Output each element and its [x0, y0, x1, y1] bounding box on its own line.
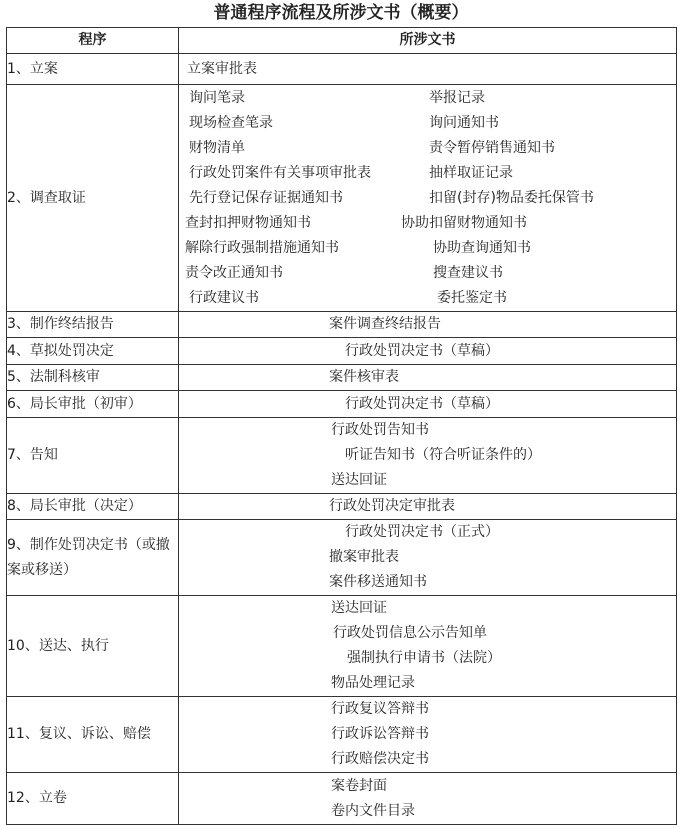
document-item: 行政处罚决定书（草稿） [345, 395, 499, 412]
documents-column-header: 所涉文书 [179, 28, 677, 54]
documents-cell [179, 520, 677, 596]
document-item: 抽样取证记录 [429, 164, 513, 181]
table-row [7, 520, 677, 596]
document-item: 送达回证 [331, 600, 387, 616]
document-item: 协助查询通知书 [433, 239, 531, 256]
documents-cell [179, 54, 677, 85]
table-row [7, 85, 677, 312]
table-row [7, 596, 677, 697]
document-item: 强制执行申请书（法院） [347, 650, 501, 666]
document-item: 行政复议答辩书 [331, 701, 429, 717]
document-item: 现场检查笔录 [189, 114, 273, 131]
table-row [7, 54, 677, 85]
table-row [7, 312, 677, 338]
stage-cell: 3、制作终结报告 [7, 312, 179, 338]
table-row [7, 418, 677, 494]
document-item: 询问笔录 [189, 89, 245, 106]
stage-cell: 8、局长审批（决定） [7, 494, 179, 520]
documents-cell [179, 697, 677, 773]
table-header-row [7, 28, 677, 54]
document-item: 行政处罚信息公示告知单 [333, 625, 487, 641]
document-item: 听证告知书（符合听证条件的） [345, 447, 541, 463]
procedure-table [6, 27, 677, 825]
document-item: 案件调查终结报告 [329, 316, 441, 332]
documents-cell [179, 494, 677, 520]
document-item: 送达回证 [331, 472, 387, 488]
document-item: 行政处罚告知书 [331, 422, 429, 438]
documents-cell [179, 391, 677, 418]
document-title: 普通程序流程及所涉文书（概要） [213, 3, 469, 23]
documents-cell [179, 338, 677, 365]
procedure-column-header: 程序 [7, 28, 179, 54]
document-item: 解除行政强制措施通知书 [185, 239, 339, 256]
documents-cell [179, 773, 677, 825]
document-item: 案件移送通知书 [329, 574, 427, 590]
document-item: 扣留(封存)物品委托保管书 [429, 189, 594, 206]
document-item: 询问通知书 [429, 114, 499, 131]
stage-cell: 1、立案 [7, 54, 179, 85]
documents-cell [179, 85, 677, 312]
document-item: 搜查建议书 [433, 264, 503, 281]
stage-cell: 2、调查取证 [7, 85, 179, 312]
table-row [7, 365, 677, 391]
document-item: 行政诉讼答辩书 [331, 726, 429, 742]
document-item: 财物清单 [189, 139, 245, 156]
stage-cell: 7、告知 [7, 418, 179, 494]
document-item: 立案审批表 [187, 60, 257, 77]
document-item: 举报记录 [429, 89, 485, 106]
stage-cell: 9、制作处罚决定书（或撤案或移送） [7, 520, 179, 596]
document-item: 查封扣押财物通知书 [185, 214, 311, 231]
document-item: 物品处理记录 [331, 675, 415, 691]
document-item: 责令暂停销售通知书 [429, 139, 555, 156]
document-item: 行政处罚决定审批表 [329, 498, 455, 514]
table-row [7, 338, 677, 365]
stage-cell: 5、法制科核审 [7, 365, 179, 391]
document-item: 协助扣留财物通知书 [401, 214, 527, 231]
documents-cell [179, 365, 677, 391]
document-item: 卷内文件目录 [331, 802, 415, 819]
stage-cell: 11、复议、诉讼、赔偿 [7, 697, 179, 773]
document-item: 行政建议书 [189, 289, 259, 306]
document-item: 行政处罚案件有关事项审批表 [189, 164, 371, 181]
document-item: 行政赔偿决定书 [331, 751, 429, 767]
document-item: 案卷封面 [331, 777, 387, 794]
table-row [7, 494, 677, 520]
stage-cell: 10、送达、执行 [7, 596, 179, 697]
document-item: 案件核审表 [329, 369, 399, 385]
stage-cell: 12、立卷 [7, 773, 179, 825]
table-row [7, 773, 677, 825]
documents-cell [179, 418, 677, 494]
document-item: 行政处罚决定书（草稿） [345, 342, 499, 359]
document-item: 责令改正通知书 [185, 264, 283, 281]
document-item: 行政处罚决定书（正式） [345, 524, 499, 540]
document-item: 先行登记保存证据通知书 [189, 189, 343, 206]
documents-cell [179, 312, 677, 338]
documents-cell [179, 596, 677, 697]
table-row [7, 391, 677, 418]
stage-cell: 4、草拟处罚决定 [7, 338, 179, 365]
document-item: 委托鉴定书 [437, 289, 507, 306]
document-item: 撤案审批表 [329, 549, 399, 565]
stage-cell: 6、局长审批（初审） [7, 391, 179, 418]
table-row [7, 697, 677, 773]
